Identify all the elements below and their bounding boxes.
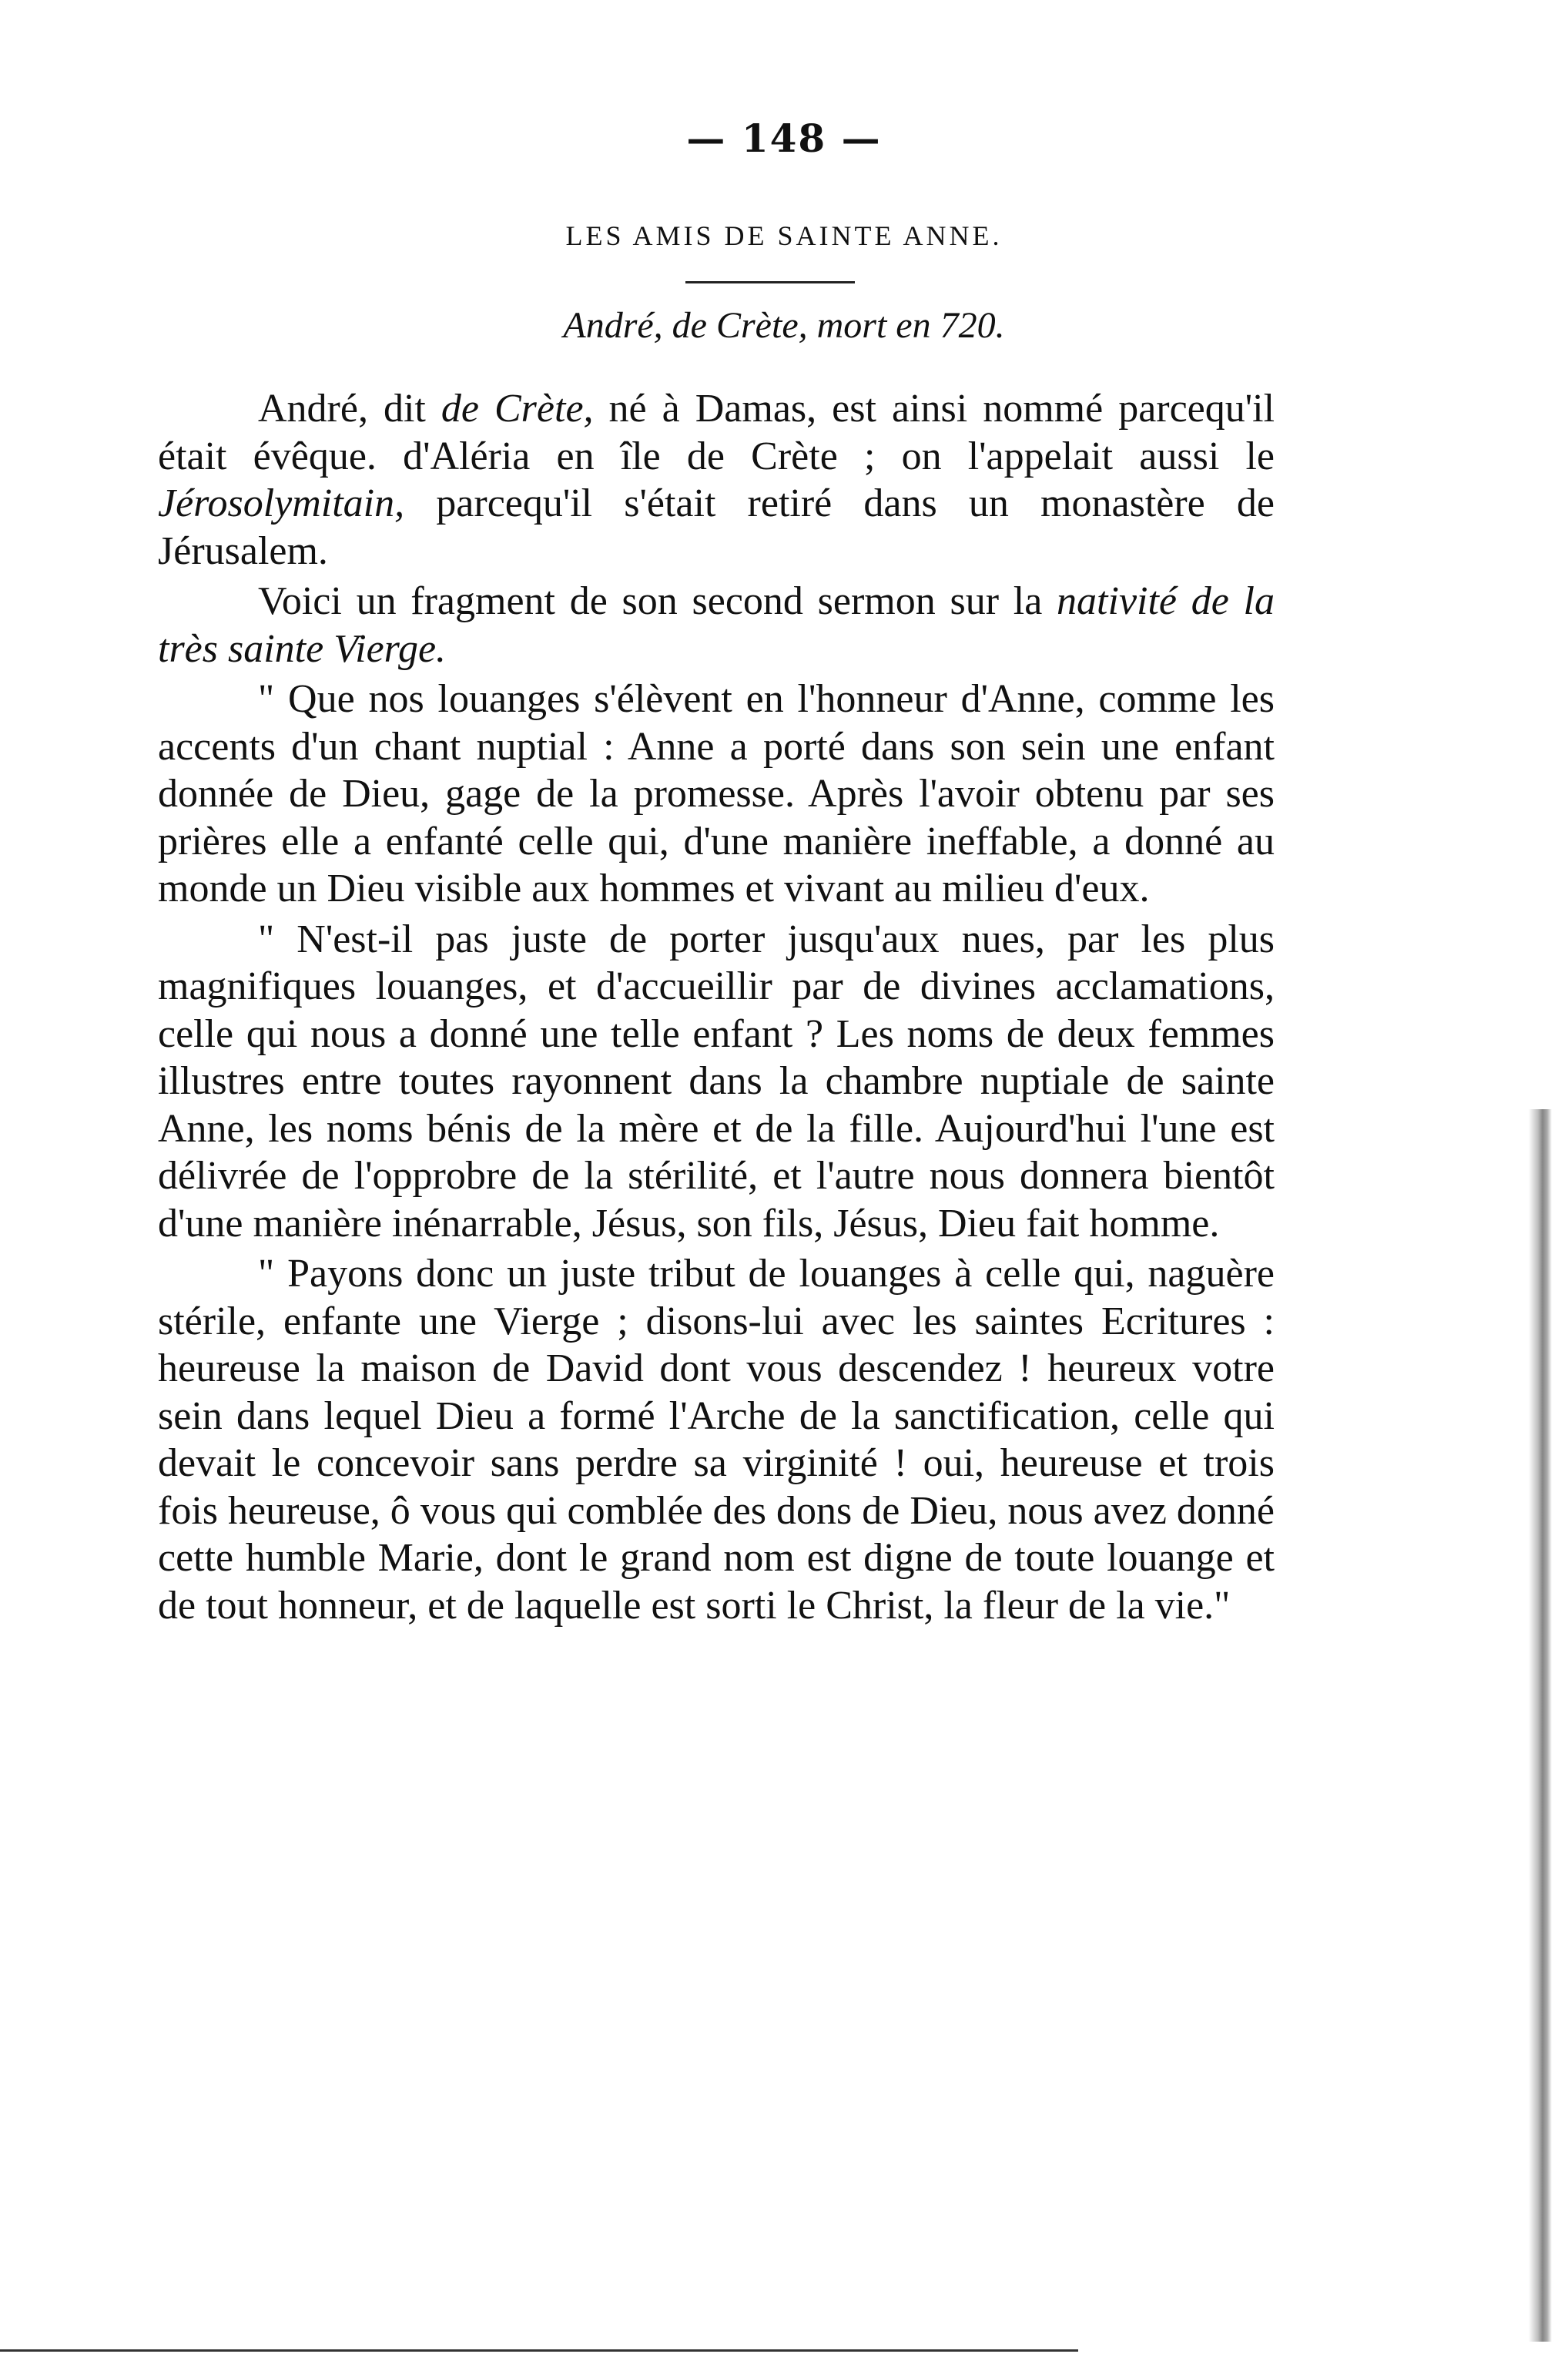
paragraph-2-part-a: Voici un fragment de son second sermon sur la xyxy=(258,579,1057,623)
section-title: André, de Crète, mort en 720. xyxy=(563,305,1005,346)
paragraph-5: " Payons donc un juste tribut de louanges à celle qui, naguère stérile, enfante une Vierge ; disons-lui avec les saintes Ecritures : heureuse la maison de David dont vous descendez ! heureux votre sein dans lequel Dieu a formé l'Arche de la sanctification, celle qui devait le concevoir sans perdre sa virginité ! oui, heureuse et trois fois heureuse, ô vous qui comblée des dons de Dieu, nous avez donné cette humble Marie, dont le grand nom est digne de toute louange et de tout honneur, et de laquelle est sorti le Christ, la fleur de la vie." xyxy=(158,1252,1275,1628)
paragraph-1-part-e: parcequ'il s'était retiré dans un monastère de Jérusalem. xyxy=(158,481,1275,573)
scan-margin-streak xyxy=(1529,1109,1552,2342)
paragraph-3: " Que nos louanges s'élèvent en l'honneur d'Anne, comme les accents d'un chant nuptial : Anne a porté dans son sein une enfant donnée de Dieu, gage de la promesse. Après l'avoir obtenu par ses prières elle a enfanté celle qui, d'une manière ineffable, a donné au monde un Dieu visible aux hommes et vivant au milieu d'eux. xyxy=(158,677,1275,910)
paragraph-4: " N'est-il pas juste de porter jusqu'aux nues, par les plus magnifiques louanges, et d'accueillir par de divines acclamations, celle qui nous a donné une telle enfant ? Les noms de deux femmes illustres entre toutes rayonnent dans la chambre nuptiale de sainte Anne, les noms bénis de la mère et de la fille. Aujourd'hui l'une est délivrée de l'opprobre de la stérilité, et l'autre nous donnera bientôt d'une manière inénarrable, Jésus, son fils, Jésus, Dieu fait homme. xyxy=(158,917,1275,1246)
paragraph-2-italic-nativite: nativité de la très sainte Vierge. xyxy=(158,579,1275,671)
paragraph-1-italic-crete: de Crète, xyxy=(441,387,594,431)
scan-bottom-edge xyxy=(0,2349,1078,2352)
paragraph-1-part-a: André, dit xyxy=(258,387,441,431)
paragraph-2 xyxy=(158,578,1275,672)
paragraph-1-italic-jerosolymitain: Jérosolymitain, xyxy=(158,481,405,525)
title-rule xyxy=(685,281,855,283)
paragraph-1-part-c: né à Damas, est ainsi nommé parcequ'il était évêque. d'Aléria en île de Crète ; on l'appelait aussi le xyxy=(158,387,1275,478)
body-text xyxy=(158,385,1275,1629)
page-number: — 148 — xyxy=(686,116,882,161)
running-head: LES AMIS DE SAINTE ANNE. xyxy=(565,220,1003,251)
paragraph-1 xyxy=(158,385,1275,575)
